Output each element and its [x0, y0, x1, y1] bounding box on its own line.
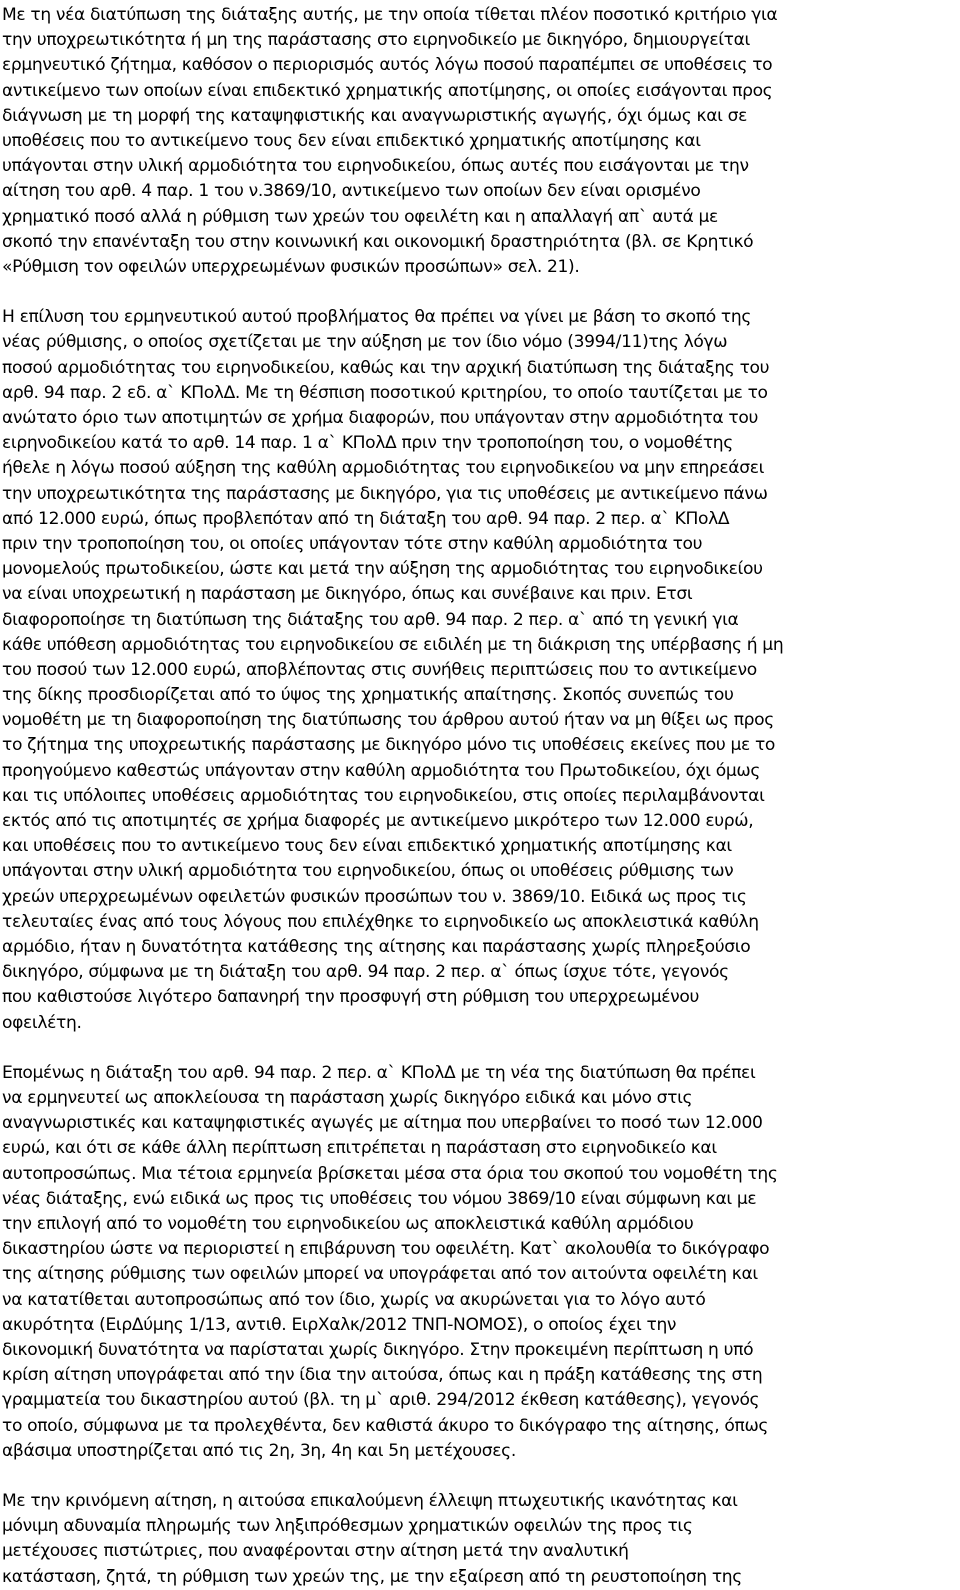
- text-line: αναγνωριστικές και καταψηφιστικές αγωγές με αίτημα που υπερβαίνει το ποσό των 12.000: [2, 1113, 763, 1134]
- text-line: δικονομική δυνατότητα να παρίσταται χωρίς δικηγόρο. Στην προκειμένη περίπτωση η υπό: [2, 1339, 754, 1360]
- text-line: χρεών υπερχρεωμένων οφειλετών φυσικών προσώπων του ν. 3869/10. Ειδικά ως προς τις: [2, 886, 747, 907]
- text-line: οφειλέτη.: [2, 1012, 82, 1033]
- paragraph-spacer: [0, 1464, 960, 1489]
- text-line: υπάγονται στην υλική αρμοδιότητα του ειρηνοδικείου, όπως οι υποθέσεις ρύθμισης των: [2, 861, 734, 882]
- text-line: το οποίο, σύμφωνα με τα προλεχθέντα, δεν καθιστά άκυρο το δικόγραφο της αίτησης, όπως: [2, 1415, 769, 1436]
- text-line: νέας διάταξης, ενώ ειδικά ως προς τις υποθέσεις του νόμου 3869/10 είναι σύμφωνη και με: [2, 1188, 757, 1209]
- text-line: να ερμηνευτεί ως αποκλείουσα τη παράσταση χωρίς δικηγόρο ειδικά και μόνο στις: [2, 1088, 693, 1109]
- paragraph: [0, 1061, 960, 1464]
- text-line: να κατατίθεται αυτοπροσώπως από τον ίδιο, χωρίς να ακυρώνεται για το λόγο αυτό: [2, 1289, 706, 1310]
- text-line: κατάσταση, ζητά, τη ρύθμιση των χρεών της, με την εξαίρεση από τη ρευστοποίηση της: [2, 1566, 742, 1587]
- text-line: μετέχουσες πιστώτριες, που αναφέρονται στην αίτηση μετά την αναλυτική: [2, 1541, 629, 1562]
- text-line: και υποθέσεις που το αντικείμενο τους δεν είναι επιδεκτικό χρηματικής αποτίμησης και: [2, 836, 732, 857]
- document-page: [0, 3, 960, 1590]
- text-line: Η επίλυση του ερμηνευτικού αυτού προβλήματος θα πρέπει να γίνει με βάση το σκοπό της: [2, 307, 752, 328]
- text-line: υπάγονται στην υλική αρμοδιότητα του ειρηνοδικείου, όπως αυτές που εισάγονται με την: [2, 156, 749, 177]
- text-line: δικαστηρίου ώστε να περιοριστεί η επιβάρυνση του οφειλέτη. Κατ` ακολουθία το δικόγραφο: [2, 1239, 770, 1260]
- text-line: αρμόδιο, ήταν η δυνατότητα κατάθεσης της αίτησης και παράστασης χωρίς πληρεξούσιο: [2, 936, 751, 957]
- text-line: την επιλογή από το νομοθέτη του ειρηνοδικείου ως αποκλειστικά καθύλη αρμόδιου: [2, 1214, 694, 1234]
- text-line: από 12.000 ευρώ, όπως προβλεπόταν από τη διάταξη του αρθ. 94 παρ. 2 περ. α` ΚΠολΔ: [2, 508, 730, 529]
- text-line: της αίτησης ρύθμισης των οφειλών μπορεί να υπογράφεται από τον αιτούντα οφειλέτη και: [2, 1264, 758, 1285]
- text-line: αρθ. 94 παρ. 2 εδ. α` ΚΠολΔ. Με τη θέσπιση ποσοτικού κριτηρίου, το οποίο ταυτίζεται με το: [2, 382, 768, 403]
- text-line: της δίκης προσδιορίζεται από το ύψος της χρηματικής απαίτησης. Σκοπός συνεπώς του: [2, 685, 734, 706]
- text-line: μονομελούς πρωτοδικείου, ώστε και μετά την αύξηση της αρμοδιότητας του ειρηνοδικείου: [2, 559, 763, 580]
- paragraph: [0, 305, 960, 1035]
- text-line: αυτοπροσώπως. Μια τέτοια ερμηνεία βρίσκεται μέσα στα όρια του σκοπού του νομοθέτη της: [2, 1163, 778, 1184]
- text-line: υποθέσεις που το αντικείμενο τους δεν είναι επιδεκτικό χρηματικής αποτίμησης και: [2, 130, 701, 151]
- text-line: διαφοροποίησε τη διατύπωση της διάταξης του αρθ. 94 παρ. 2 περ. α` από τη γενική για: [2, 609, 739, 630]
- text-line: ποσού αρμοδιότητας του ειρηνοδικείου, καθώς και την αρχική διατύπωση της διάταξης του: [2, 357, 770, 378]
- text-line: ακυρότητα (ΕιρΔύμης 1/13, αντιθ. ΕιρΧαλκ/2012 ΤΝΠ-ΝΟΜΟΣ), ο οποίος έχει την: [2, 1314, 677, 1335]
- text-line: ερμηνευτικό ζήτημα, καθόσον ο περιορισμός αυτός λόγω ποσού παραπέμπει σε υποθέσεις το: [2, 55, 773, 76]
- text-line: Επομένως η διάταξη του αρθ. 94 παρ. 2 περ. α` ΚΠολΔ με τη νέα της διατύπωση θα πρέπει: [2, 1062, 756, 1083]
- text-line: διάγνωση με τη μορφή της καταψηφιστικής και αναγνωριστικής αγωγής, όχι όμως και σε: [2, 105, 748, 126]
- text-line: το ζήτημα της υποχρεωτικής παράστασης με δικηγόρο μόνο τις υποθέσεις εκείνες που με το: [2, 735, 776, 756]
- text-line: κρίση αίτηση υπογράφεται από την ίδια την αιτούσα, όπως και η πράξη κατάθεσης της στη: [2, 1365, 763, 1386]
- text-line: μόνιμη αδυναμία πληρωμής των ληξιπρόθεσμων χρηματικών οφειλών της προς τις: [2, 1516, 693, 1537]
- text-line: χρηματικό ποσό αλλά η ρύθμιση των χρεών του οφειλέτη και η απαλλαγή απ` αυτά με: [2, 206, 718, 227]
- text-line: «Ρύθμιση τον οφειλών υπερχρεωμένων φυσικών προσώπων» σελ. 21).: [2, 256, 580, 277]
- text-line: αίτηση του αρθ. 4 παρ. 1 του ν.3869/10, αντικείμενο των οποίων δεν είναι ορισμένο: [2, 181, 701, 202]
- text-line: ειρηνοδικείου κατά το αρθ. 14 παρ. 1 α` ΚΠολΔ πριν την τροποποίηση του, ο νομοθέτης: [2, 433, 733, 454]
- text-line: που καθιστούσε λιγότερο δαπανηρή την προσφυγή στη ρύθμιση του υπερχρεωμένου: [2, 987, 700, 1008]
- text-line: πριν την τροποποίηση του, οι οποίες υπάγονταν τότε στην καθύλη αρμοδιότητα του: [2, 533, 703, 554]
- text-line: την υποχρεωτικότητα ή μη της παράστασης στο ειρηνοδικείο με δικηγόρο, δημιουργείται: [2, 30, 750, 51]
- text-line: και τις υπόλοιπες υποθέσεις αρμοδιότητας του ειρηνοδικείου, στις οποίες περιλαμβάνονται: [2, 785, 765, 806]
- text-line: ευρώ, και ότι σε κάθε άλλη περίπτωση επιτρέπεται η παράσταση στο ειρηνοδικείο και: [2, 1138, 717, 1159]
- paragraph-spacer: [0, 1036, 960, 1061]
- text-line: να είναι υποχρεωτική η παράσταση με δικηγόρο, όπως και συνέβαινε και πριν. Ετσι: [2, 584, 693, 605]
- text-line: νομοθέτη με τη διαφοροποίηση της διατύπωσης του άρθρου αυτού ήταν να μη θίξει ως προς: [2, 710, 774, 731]
- text-line: κάθε υπόθεση αρμοδιότητας του ειρηνοδικείου σε ειδιλέη με τη διάκριση της υπέρβασης ή μη: [2, 634, 784, 655]
- text-line: δικηγόρο, σύμφωνα με τη διάταξη του αρθ. 94 παρ. 2 περ. α` όπως ίσχυε τότε, γεγονός: [2, 962, 729, 983]
- text-line: τελευταίες ένας από τους λόγους που επιλέχθηκε το ειρηνοδικείο ως αποκλειστικά καθύλη: [2, 911, 759, 932]
- text-line: νέας ρύθμισης, ο οποίος σχετίζεται με την αύξηση με τον ίδιο νόμο (3994/11)της λόγω: [2, 332, 728, 353]
- text-line: ανώτατο όριο των αποτιμητών σε χρήμα διαφορών, που υπάγονταν στην αρμοδιότητα του: [2, 408, 758, 428]
- text-line: σκοπό την επανένταξη του στην κοινωνική και οικονομική δραστηριότητα (βλ. σε Κρητικό: [2, 231, 754, 252]
- paragraph-spacer: [0, 280, 960, 305]
- paragraph: [0, 1489, 960, 1590]
- text-line: αντικείμενο των οποίων είναι επιδεκτικό χρηματικής αποτίμησης, οι οποίες εισάγονται προς: [2, 80, 773, 101]
- text-line: του ποσού των 12.000 ευρώ, αποβλέποντας στις συνήθεις περιπτώσεις που το αντικείμενο: [2, 659, 757, 680]
- paragraph: [0, 3, 960, 280]
- document-body: [0, 3, 960, 1590]
- text-line: εκτός από τις αποτιμητές σε χρήμα διαφορές με αντικείμενο μικρότερο των 12.000 ευρώ,: [2, 811, 754, 831]
- text-line: προηγούμενο καθεστώς υπάγονταν στην καθύλη αρμοδιότητα του Πρωτοδικείου, όχι όμως: [2, 760, 761, 781]
- text-line: την υποχρεωτικότητα της παράστασης με δικηγόρο, για τις υποθέσεις με αντικείμενο πάνω: [2, 483, 768, 504]
- text-line: ήθελε η λόγω ποσού αύξηση της καθύλη αρμοδιότητας του ειρηνοδικείου να μην επηρεάσει: [2, 458, 765, 479]
- text-line: Με τη νέα διατύπωση της διάταξης αυτής, με την οποία τίθεται πλέον ποσοτικό κριτήριο για: [2, 5, 778, 25]
- text-line: Με την κρινόμενη αίτηση, η αιτούσα επικαλούμενη έλλειψη πτωχευτικής ικανότητας και: [2, 1491, 738, 1512]
- text-line: γραμματεία του δικαστηρίου αυτού (βλ. τη μ` αριθ. 294/2012 έκθεση κατάθεσης), γεγονός: [2, 1390, 760, 1411]
- text-line: αβάσιμα υποστηρίζεται από τις 2η, 3η, 4η και 5η μετέχουσες.: [2, 1440, 516, 1461]
